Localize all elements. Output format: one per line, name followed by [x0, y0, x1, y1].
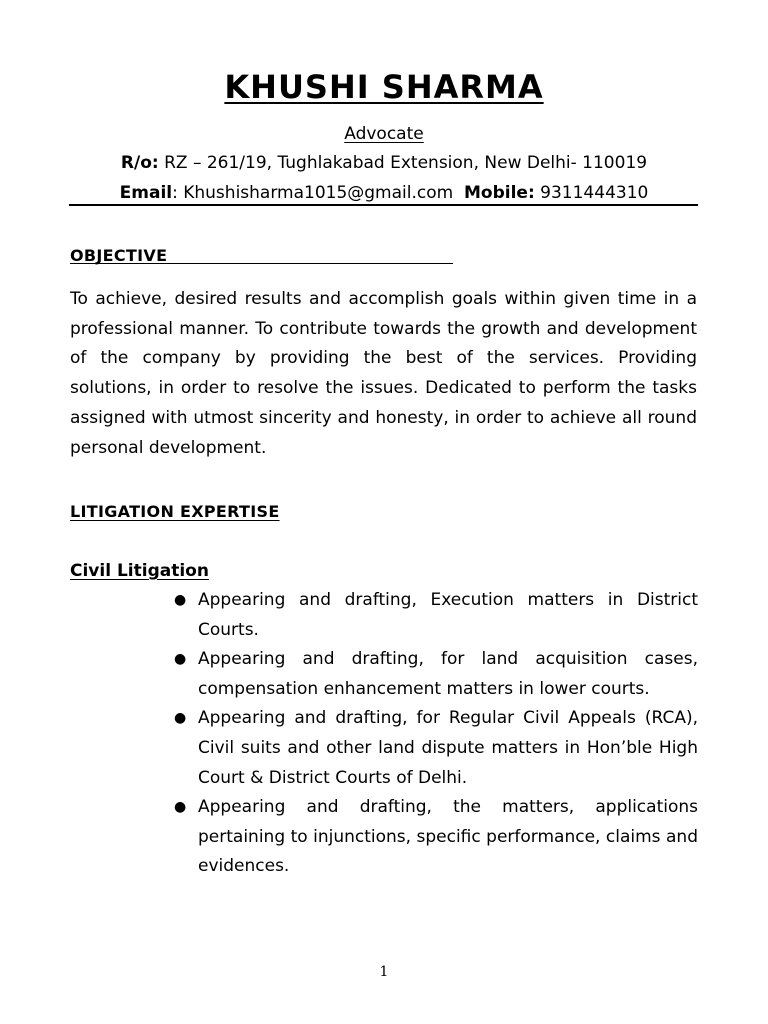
email-label: Email: [119, 183, 173, 203]
mobile-value: 9311444310: [540, 183, 649, 203]
mobile-label: Mobile:: [464, 183, 535, 203]
page-number: 1: [379, 964, 389, 980]
objective-heading: OBJECTIVE: [70, 246, 168, 265]
address-label: R/o:: [120, 153, 159, 173]
address-value: RZ – 261/19, Tughlakabad Extension, New Delhi- 110019: [164, 153, 648, 173]
list-item-text: Appearing and drafting, for land acquisition cases, compensation enhancement matters in lower courts.: [198, 649, 698, 699]
bullet-dot-icon: ●: [174, 710, 187, 727]
candidate-name: [0, 64, 768, 110]
list-item: [174, 645, 698, 704]
email-separator: :: [172, 183, 178, 203]
bullet-dot-icon: ●: [174, 799, 187, 816]
objective-paragraph: To achieve, desired results and accomplish goals within given time in a professional manner. To contribute towards the growth and development of the company by providing the best of the services. Providing solutions, in order to resolve the issues. Dedicated to perform the tasks assigned with utmost sincerity and honesty, in order to achieve all round personal development.: [70, 289, 697, 458]
civil-litigation-heading: Civil Litigation: [70, 561, 209, 581]
bullet-dot-icon: ●: [174, 592, 187, 608]
address-line: [0, 150, 768, 176]
list-item: [174, 586, 698, 645]
list-item: [174, 793, 698, 882]
list-item-text: Appearing and drafting, the matters, applications pertaining to injunctions, specific performance, claims and evidences.: [198, 797, 698, 877]
candidate-role: [0, 121, 768, 147]
list-item: [174, 704, 698, 793]
list-item-text: Appearing and drafting, for Regular Civil Appeals (RCA), Civil suits and other land dispute matters in Hon’ble High Court & District Courts of Delhi.: [198, 708, 698, 788]
candidate-role-text: Advocate: [344, 124, 424, 144]
contact-line: [0, 180, 768, 206]
candidate-name-text: KHUSHI SHARMA: [224, 68, 544, 106]
objective-heading-underline: [70, 263, 453, 264]
litigation-heading: LITIGATION EXPERTISE: [70, 502, 280, 521]
email-value: Khushisharma1015@gmail.com: [183, 183, 454, 203]
civil-litigation-list: [174, 586, 698, 882]
header-divider: [69, 204, 698, 206]
list-item-text: Appearing and drafting, Execution matters in District Courts.: [198, 590, 698, 640]
bullet-dot-icon: ●: [174, 651, 187, 668]
